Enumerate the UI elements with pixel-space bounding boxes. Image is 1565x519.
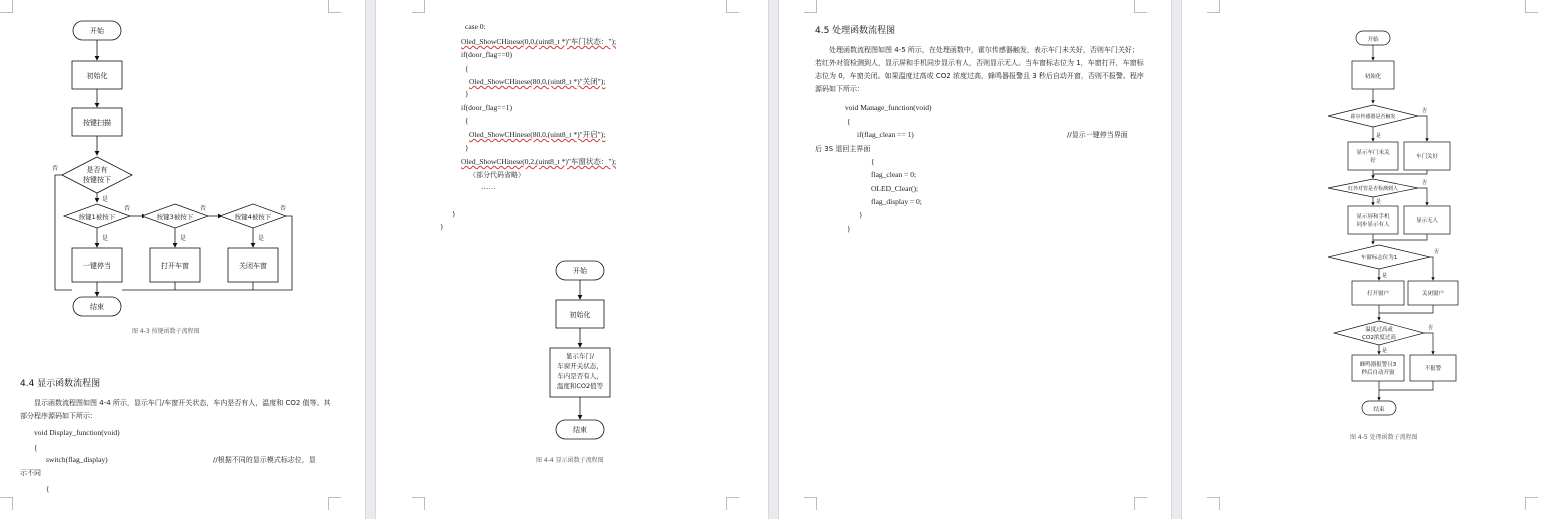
flow-act3: 关闭车窗 (239, 262, 267, 270)
flow-show-person-1: 显示屏和手机 (1356, 214, 1390, 220)
paragraph: 显示函数流程图如图 4-4 所示，显示车门/车窗开关状态，车内是否有人，温度和 CO2 值等。其部分程序源码如下所示： (20, 399, 331, 420)
document-page-4 (1182, 0, 1565, 519)
code-comment: //显示一键停当界面 (1067, 131, 1128, 139)
code-line: void Display_function(void) (34, 428, 120, 437)
code-comment: 示不同 (20, 469, 41, 477)
figure-caption: 图 4-3 按键函数子流程图 (132, 328, 200, 335)
flow-anykey-2: 按键按下 (83, 176, 111, 184)
process-flowchart (1182, 0, 1565, 460)
yes-label: 是 (258, 235, 265, 242)
flow-init: 初始化 (1364, 74, 1382, 80)
flow-door-bad-1: 显示车门未关 (1356, 150, 1390, 156)
flow-alarm-2: 秒后自动开窗 (1361, 370, 1395, 376)
figure-caption: 图 4-5 处理函数子流程图 (1350, 434, 1418, 441)
flow-end: 结束 (1373, 407, 1385, 413)
flow-door-ok: 车门关好 (1415, 154, 1439, 160)
flow-act1: 一键停当 (83, 262, 111, 270)
flow-door-bad-2: 好 (1370, 158, 1376, 164)
flow-start: 开始 (573, 267, 587, 275)
flow-show-3: 车内是否有人， (557, 372, 603, 380)
no-label: 否 (1422, 108, 1428, 114)
code-line: Oled_ShowCHinese(0,0,(uint8_t *)"车门状态："); (461, 37, 617, 46)
no-label: 否 (52, 165, 59, 172)
code-line: Oled_ShowCHinese(80,0,(uint8_t *)"关闭"); (469, 77, 606, 86)
document-page-2 (376, 0, 768, 519)
flow-start: 开始 (90, 27, 104, 35)
yes-label: 是 (1382, 348, 1388, 354)
flow-show-person-2: 同步显示有人 (1356, 222, 1390, 228)
code-line: if(door_flag==0) (461, 50, 512, 59)
code-line: } (465, 143, 469, 152)
no-label: 否 (124, 205, 131, 212)
code-line: { (46, 484, 50, 493)
flow-temp-2: CO2浓度过高 (1362, 335, 1396, 341)
code-line: …… (481, 182, 496, 191)
flow-show-4: 温度和CO2值等 (556, 382, 604, 390)
flow-anykey-1: 是否有 (86, 166, 108, 174)
flow-alarm-1: 蜂鸣器报警且3 (1359, 362, 1397, 368)
flow-init: 初始化 (569, 311, 591, 319)
code-line: Oled_ShowCHinese(80,0,(uint8_t *)"开启"); (469, 130, 606, 139)
yes-label: 是 (102, 235, 109, 242)
paragraph: 处理函数流程图如图 4-5 所示，在处理函数中，霍尔传感器触发，表示车门未关好，否则车门关好；若红外对管检测到人，显示屏和手机同步显示有人，否则显示无人。当车窗标志位为 1，车窗打开，车窗标志位为 0，车窗关闭。如果温度过高或 CO2 浓度过高，蜂鸣器报警且 3 秒后自动开窗，否则不报警。程序源码如下所示： (815, 46, 1144, 93)
yes-label: 是 (180, 235, 187, 242)
code-line: } (859, 210, 863, 219)
no-label: 否 (1434, 249, 1440, 255)
yes-label: 是 (1382, 273, 1388, 279)
section-heading: 4.4 显示函数流程图 (20, 379, 101, 389)
code-line: } (465, 89, 469, 98)
document-page-3 (779, 0, 1171, 519)
code-line: { (34, 443, 38, 452)
corner-mark (726, 497, 739, 510)
flow-key4: 按键4被按下 (234, 213, 272, 221)
code-line: if(flag_clean == 1) (857, 130, 914, 139)
code-line: { (465, 64, 469, 73)
code-line: case 0: (465, 22, 486, 31)
code-line: } (440, 222, 444, 231)
no-label: 否 (200, 205, 207, 212)
code-line: flag_display = 0; (871, 197, 922, 206)
corner-mark (328, 497, 341, 510)
flow-end: 结束 (573, 426, 587, 434)
flow-scan: 按键扫描 (83, 119, 111, 127)
code-line: } (452, 209, 456, 218)
flow-hall: 霍尔传感器是否触发 (1350, 114, 1396, 120)
flow-key3: 按键3被按下 (156, 213, 194, 221)
no-label: 否 (1428, 325, 1434, 331)
flow-init: 初始化 (86, 72, 108, 80)
corner-mark (0, 497, 13, 510)
corner-mark (1134, 497, 1147, 510)
code-line: { (847, 117, 851, 126)
flow-close-window: 关闭窗户 (1421, 291, 1445, 297)
no-label: 否 (280, 205, 287, 212)
flow-show-1: 显示车门/ (565, 352, 595, 360)
corner-mark (804, 497, 817, 510)
code-line: switch(flag_display) (46, 455, 108, 464)
code-comment: 后 3S 退回主界面 (815, 145, 871, 153)
flow-window-flag: 车窗标志位为1 (1360, 255, 1398, 261)
code-comment: （部分代码省略） (469, 171, 525, 179)
document-page-1 (0, 0, 365, 519)
code-line: { (465, 116, 469, 125)
flow-no-person: 显示无人 (1415, 218, 1439, 224)
code-line: { (871, 157, 875, 166)
flow-key1: 按键1被按下 (78, 213, 116, 221)
yes-label: 是 (1376, 133, 1382, 139)
code-line: OLED_Clear(); (871, 184, 919, 193)
no-label: 否 (1422, 180, 1428, 186)
section-heading: 4.5 处理函数流程图 (815, 26, 896, 36)
code-line: if(door_flag==1) (461, 103, 512, 112)
code-line: Oled_ShowCHinese(0,2,(uint8_t *)"车窗状态："); (461, 157, 617, 166)
flow-end: 结束 (90, 303, 104, 311)
corner-mark (1134, 0, 1147, 13)
yes-label: 是 (1376, 199, 1382, 205)
corner-mark (804, 0, 817, 13)
display-flowchart (376, 0, 768, 460)
code-comment: //根据不同的显示模式标志位，显 (213, 456, 316, 464)
flow-act2: 打开车窗 (161, 262, 189, 270)
figure-caption: 图 4-4 显示函数子流程图 (536, 457, 604, 464)
key-flowchart (0, 0, 365, 340)
corner-mark (412, 497, 425, 510)
code-line: } (847, 224, 851, 233)
corner-mark (1207, 497, 1220, 510)
flow-no-alarm: 不报警 (1424, 366, 1442, 372)
corner-mark (1525, 497, 1538, 510)
flow-start: 开始 (1367, 37, 1379, 43)
flow-open-window: 打开窗户 (1366, 291, 1390, 297)
flow-ir: 红外对管是否检测到人 (1347, 186, 1399, 192)
yes-label: 是 (102, 196, 109, 203)
flow-temp-1: 温度过高或 (1365, 327, 1393, 333)
code-line: flag_clean = 0; (871, 170, 917, 179)
code-line: void Manage_function(void) (845, 103, 932, 112)
flow-show-2: 车窗开关状态， (557, 362, 603, 370)
